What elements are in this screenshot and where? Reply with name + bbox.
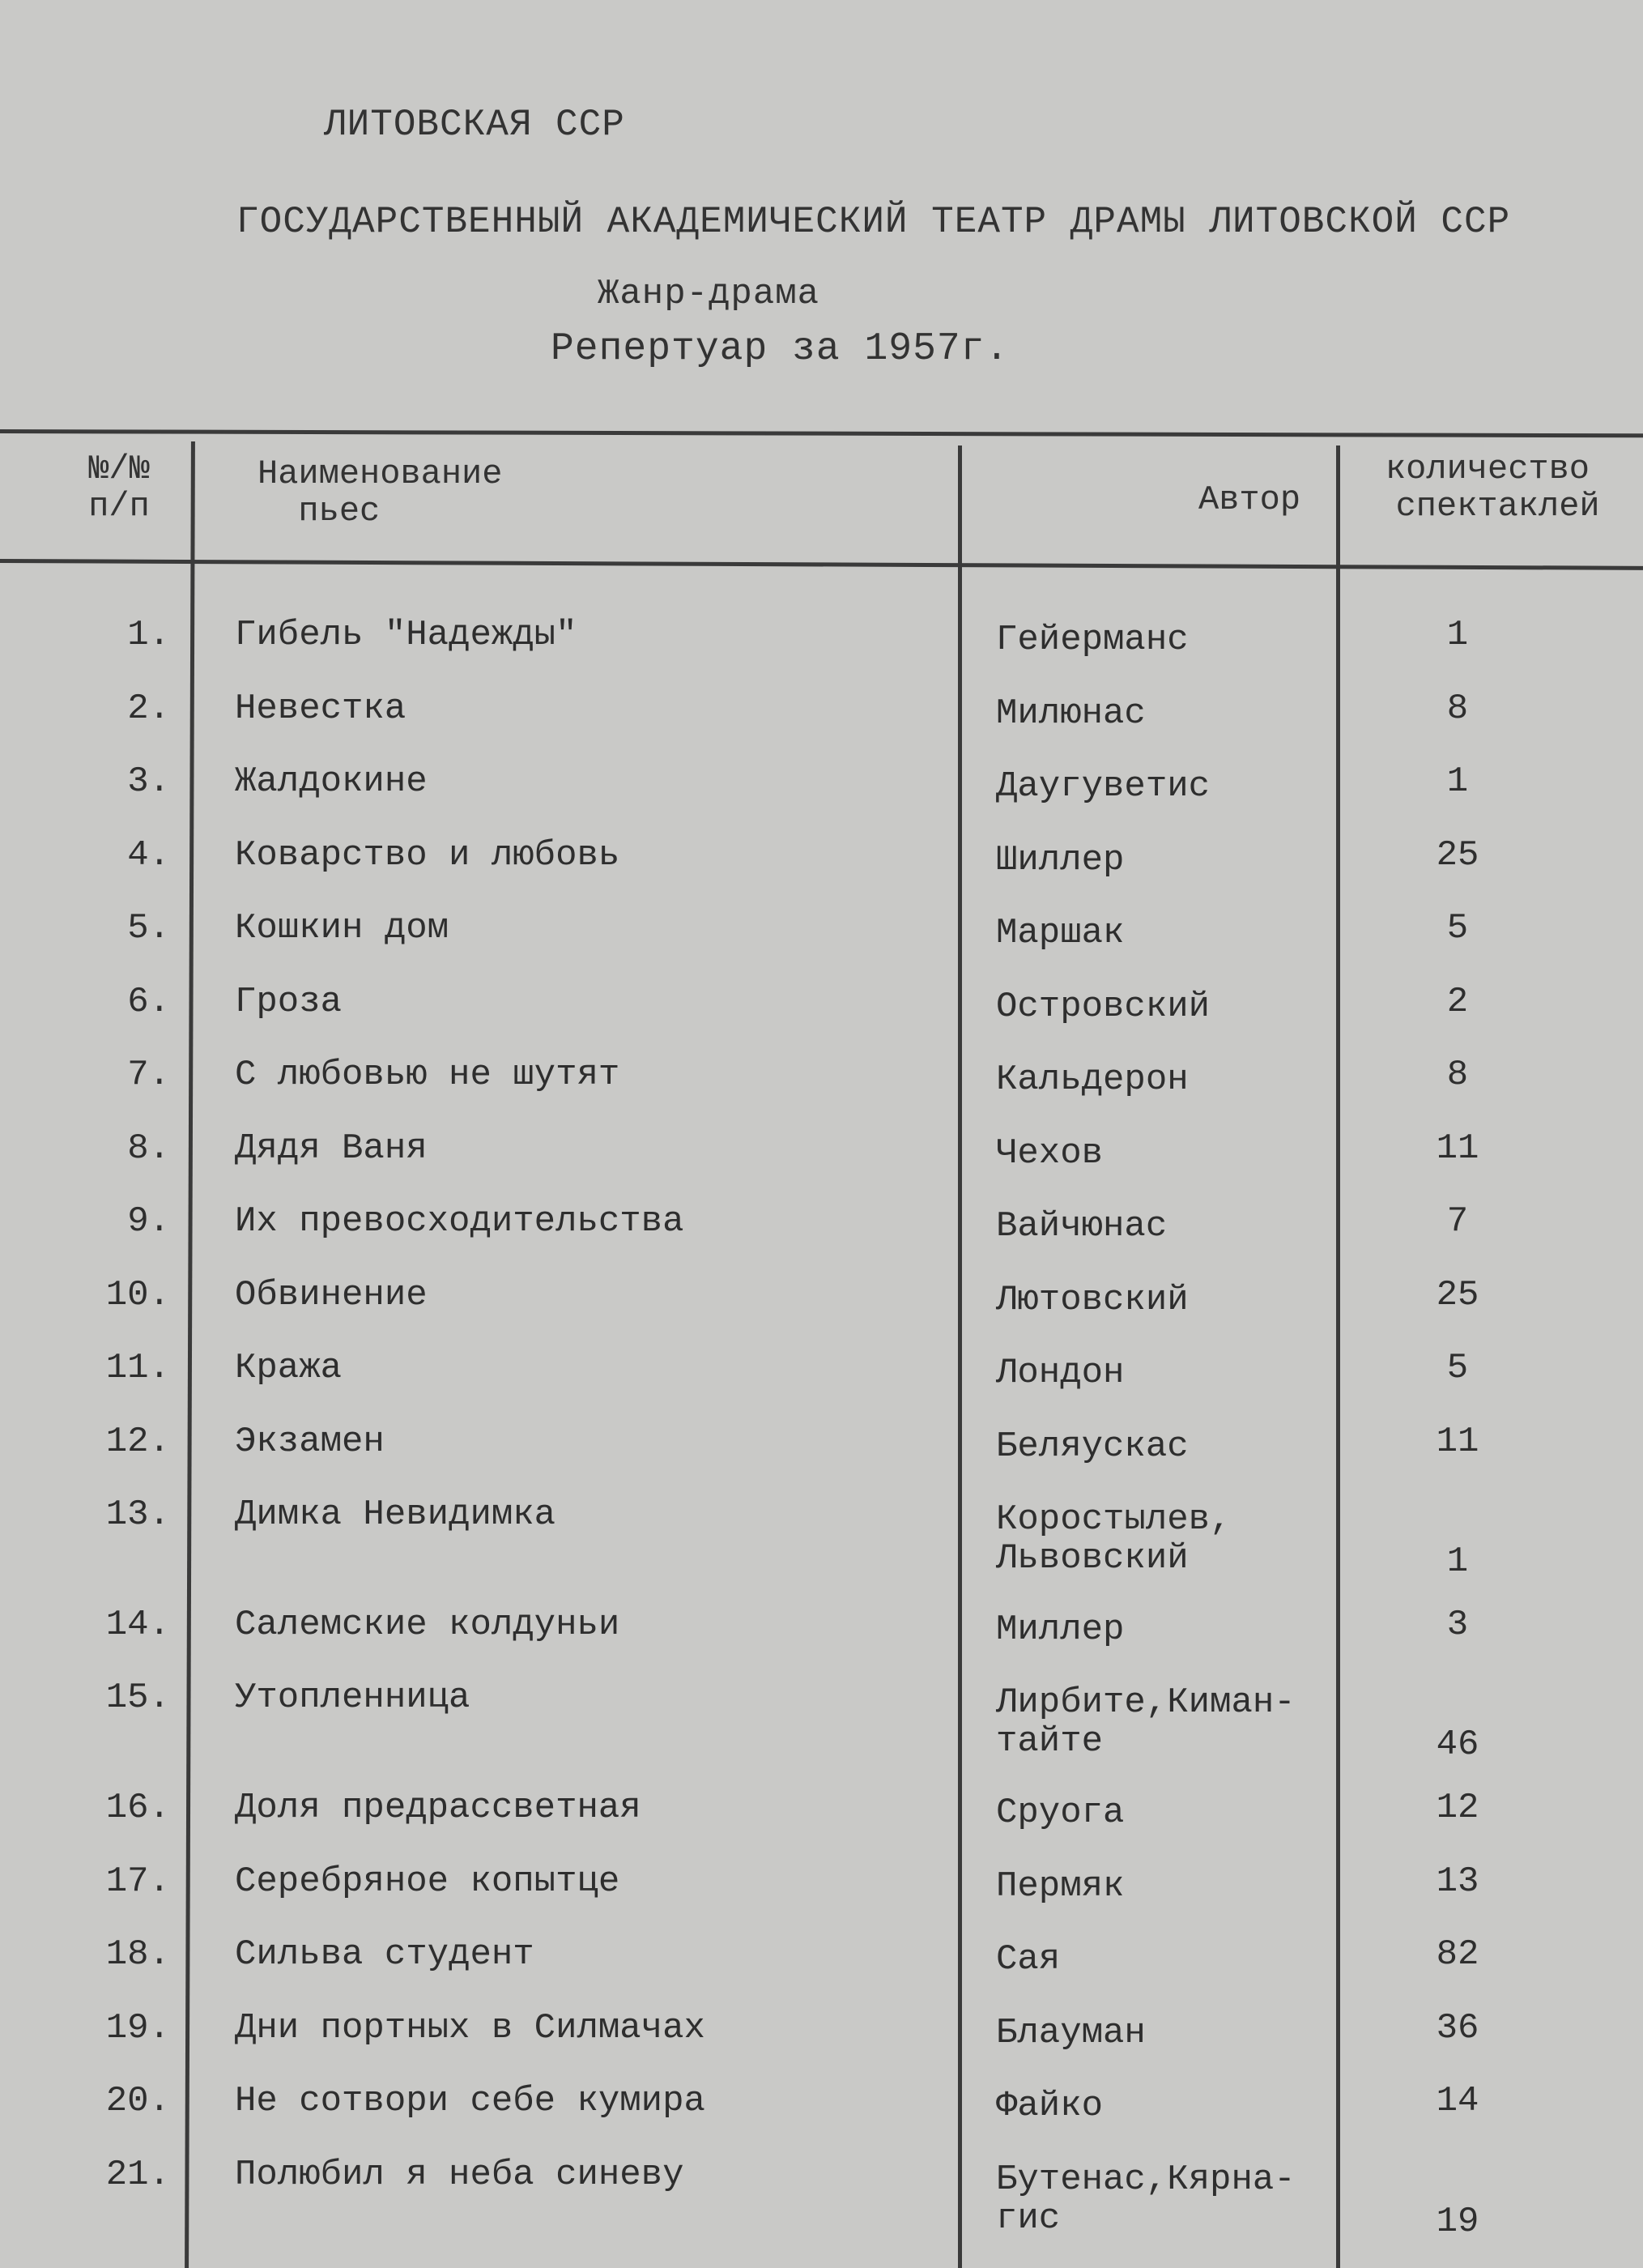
performance-count: 46 <box>1436 1724 1479 1766</box>
row-number: 21. <box>105 2154 170 2195</box>
row-number: 10. <box>105 1274 170 1315</box>
performance-count: 1 <box>1446 615 1469 655</box>
play-author: Островский <box>996 986 1211 1027</box>
performance-count: 12 <box>1436 1788 1479 1828</box>
performance-count: 5 <box>1446 1348 1469 1388</box>
performance-count: 25 <box>1436 834 1479 876</box>
row-number: 1. <box>127 615 170 655</box>
table-top-rule <box>0 429 1643 437</box>
performance-count: 11 <box>1436 1128 1479 1169</box>
performance-count: 25 <box>1436 1274 1479 1315</box>
play-title: Кошкин дом <box>235 908 449 949</box>
play-author: Сая <box>996 1939 1061 1980</box>
play-title: Гроза <box>235 981 343 1022</box>
play-author: Гейерманс <box>996 620 1189 660</box>
play-author: Кальдерон <box>996 1059 1189 1100</box>
play-title: Дядя Ваня <box>235 1128 428 1169</box>
column-divider-1 <box>185 441 195 2268</box>
play-author: Сруога <box>996 1793 1125 1833</box>
column-header-number: №/№ п/п <box>88 450 150 526</box>
row-number: 13. <box>105 1494 170 1535</box>
play-author: Коростылев, Львовский <box>996 1499 1232 1579</box>
column-header-count: количество спектаклей <box>1385 450 1600 526</box>
play-title: Салемские колдуньи <box>235 1604 620 1645</box>
play-title: Жалдокине <box>235 761 428 802</box>
row-number: 3. <box>127 761 170 802</box>
play-title: Не сотвори себе кумира <box>235 2081 705 2121</box>
column-divider-3 <box>1336 446 1340 2268</box>
play-title: Сильва студент <box>235 1934 534 1975</box>
row-number: 15. <box>105 1678 170 1719</box>
row-number: 12. <box>105 1421 170 1462</box>
republic-heading: ЛИТОВСКАЯ ССР <box>324 104 625 146</box>
performance-count: 5 <box>1446 908 1469 949</box>
row-number: 9. <box>127 1201 170 1242</box>
play-title: Утопленница <box>235 1678 470 1719</box>
row-number: 19. <box>105 2007 170 2048</box>
performance-count: 19 <box>1436 2201 1479 2242</box>
performance-count: 14 <box>1436 2081 1479 2121</box>
performance-count: 82 <box>1436 1934 1479 1975</box>
play-title: С любовью не шутят <box>235 1055 620 1095</box>
play-title: Дни портных в Силмачах <box>235 2007 705 2048</box>
play-author: Блауман <box>996 2012 1146 2053</box>
play-author: Бутенас,Кярна- гис <box>996 2159 1296 2239</box>
row-number: 16. <box>105 1788 170 1828</box>
performance-count: 3 <box>1446 1604 1469 1645</box>
row-number: 17. <box>105 1861 170 1902</box>
genre-heading: Жанр-драма <box>598 274 820 314</box>
play-author: Лютовский <box>996 1279 1189 1320</box>
performance-count: 1 <box>1446 761 1469 802</box>
play-title: Кража <box>235 1348 343 1388</box>
play-author: Миллер <box>996 1609 1125 1650</box>
row-number: 20. <box>105 2081 170 2121</box>
table-header-rule <box>0 559 1643 570</box>
column-header-author: Автор <box>1198 480 1301 519</box>
play-title: Экзамен <box>235 1421 385 1462</box>
performance-count: 36 <box>1436 2007 1479 2048</box>
row-number: 18. <box>105 1934 170 1975</box>
play-author: Милюнас <box>996 693 1146 734</box>
play-title: Димка Невидимка <box>235 1494 556 1535</box>
play-title: Коварство и любовь <box>235 834 620 876</box>
play-author: Пермяк <box>996 1865 1125 1907</box>
performance-count: 2 <box>1446 981 1469 1022</box>
performance-count: 1 <box>1446 1541 1469 1582</box>
row-number: 14. <box>105 1604 170 1645</box>
performance-count: 8 <box>1446 688 1469 729</box>
performance-count: 13 <box>1436 1861 1479 1902</box>
play-title: Их превосходительства <box>235 1201 684 1242</box>
row-number: 7. <box>127 1055 170 1095</box>
play-title: Невестка <box>235 688 406 729</box>
row-number: 6. <box>127 981 170 1022</box>
performance-count: 7 <box>1446 1201 1469 1242</box>
play-author: Беляускас <box>996 1426 1189 1467</box>
play-author: Чехов <box>996 1132 1104 1174</box>
column-header-title: Наименование пьес <box>258 454 503 531</box>
play-title: Доля предрассветная <box>235 1788 641 1828</box>
repertoire-heading: Репертуар за 1957г. <box>551 327 1010 371</box>
row-number: 2. <box>127 688 170 729</box>
play-author: Лирбите,Киман- тайте <box>996 1682 1296 1763</box>
play-author: Даугуветис <box>996 766 1211 807</box>
theatre-heading: ГОСУДАРСТВЕННЫЙ АКАДЕМИЧЕСКИЙ ТЕАТР ДРАМЫ ЛИТОВСКОЙ ССР <box>236 201 1511 243</box>
row-number: 4. <box>127 834 170 876</box>
performance-count: 8 <box>1446 1055 1469 1095</box>
column-divider-2 <box>958 446 962 2268</box>
play-author: Шиллер <box>996 839 1125 880</box>
performance-count: 11 <box>1436 1421 1479 1462</box>
play-author: Файко <box>996 2086 1104 2126</box>
play-title: Обвинение <box>235 1274 428 1315</box>
play-title: Серебряное копытце <box>235 1861 620 1902</box>
row-number: 11. <box>105 1348 170 1388</box>
play-author: Вайчюнас <box>996 1206 1168 1247</box>
play-title: Полюбил я неба синеву <box>235 2154 684 2195</box>
row-number: 5. <box>127 908 170 949</box>
play-author: Маршак <box>996 913 1125 953</box>
play-title: Гибель "Надежды" <box>235 615 577 655</box>
play-author: Лондон <box>996 1353 1125 1393</box>
row-number: 8. <box>127 1128 170 1169</box>
